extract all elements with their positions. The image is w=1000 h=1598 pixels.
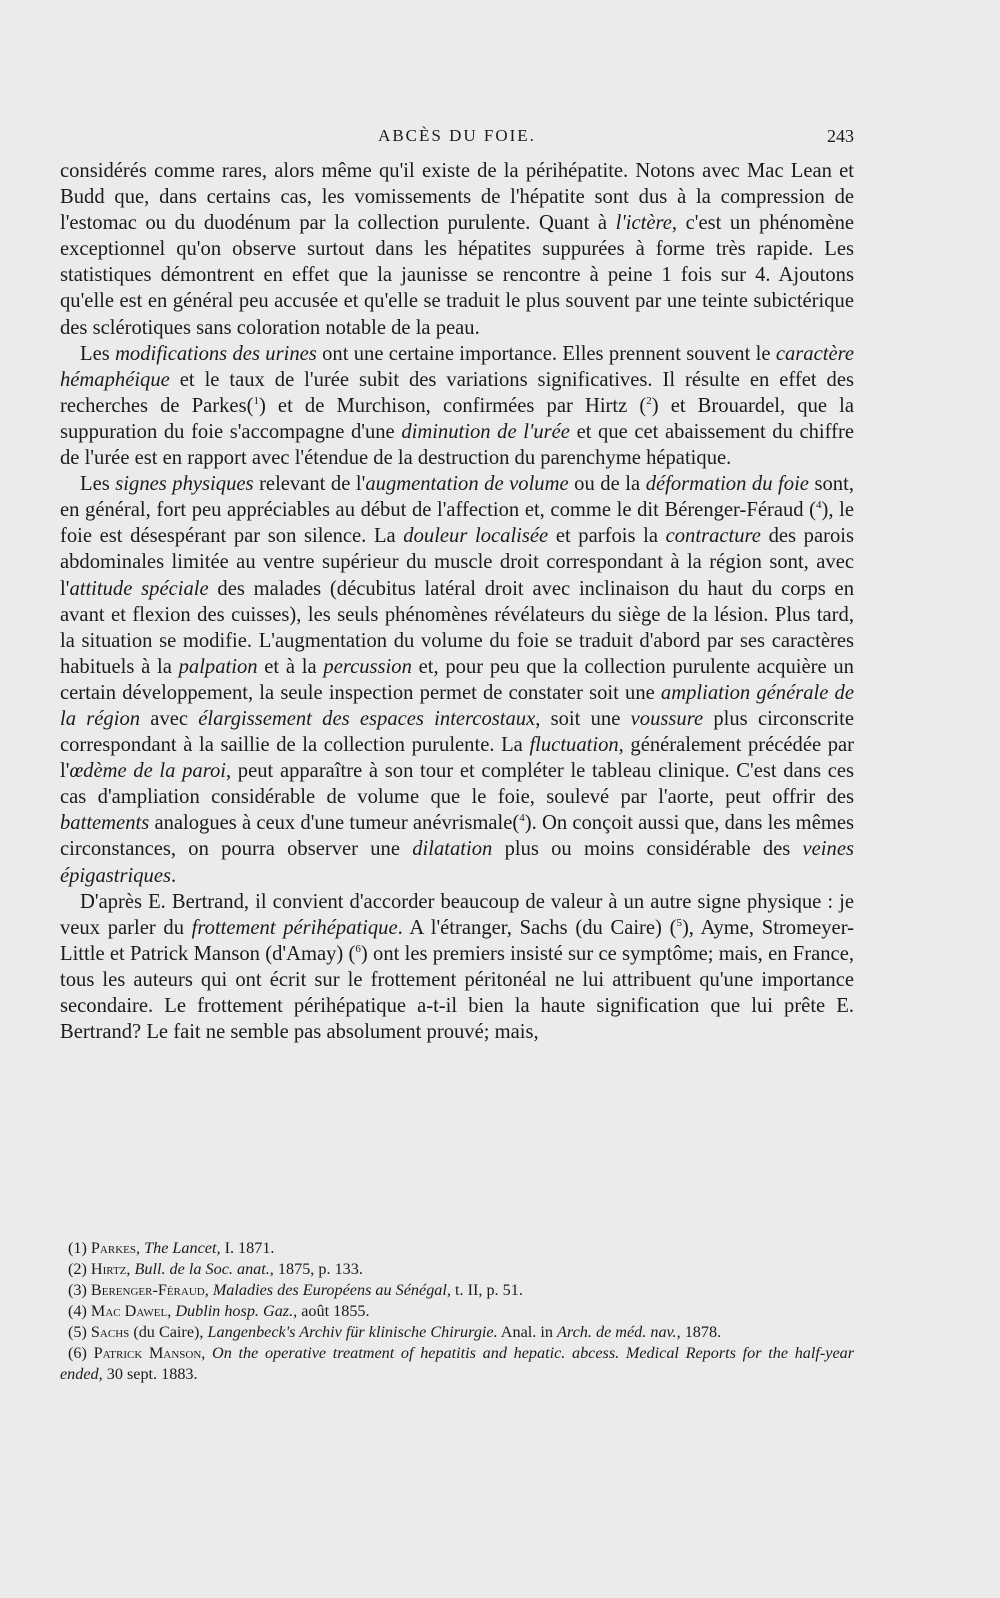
page-number: 243	[827, 126, 854, 146]
italic-term: attitude spéciale	[69, 577, 209, 600]
footnote-number: (5)	[68, 1323, 87, 1341]
text-run: ) ont les premiers insisté sur ce symptôme; mais, en France, tous les auteurs qui ont écrit sur le frottement péritonéal ne lui attribuent qu'une importance secondaire. Le frottement périhépatique a-t-il bien la haute signification que lui prête E. Bertrand? Le fait ne semble pas absolument prouvé; mais,	[60, 942, 854, 1044]
italic-term: élargissement des espaces intercostaux	[198, 707, 536, 730]
text-run: , c'est un phénomène exceptionnel qu'on observe surtout dans les hépatites suppurées à forme très rapide. Les statistiques démontrent en effet que la jaunisse se rencontre à peine 1 fois sur 4. Ajoutons qu'elle est en général peu accusée et qu'elle se traduit le plus souvent par une teinte subictérique des sclérotiques sans coloration notable de la peau.	[60, 212, 855, 339]
italic-term: percussion	[323, 655, 412, 678]
italic-term: signes physiques	[115, 473, 254, 496]
footnote-journal: Arch. de méd. nav.,	[557, 1323, 681, 1341]
footnote-ref: 1	[253, 394, 259, 407]
italic-term: ampliation générale de la région	[60, 681, 854, 730]
footnote-ref: 6	[355, 942, 361, 955]
italic-term: palpation	[178, 655, 258, 678]
page-header	[60, 126, 854, 152]
footnote-author: Hirtz,	[90, 1260, 131, 1278]
text-run: et parfois la	[548, 525, 666, 548]
footnote	[60, 1238, 854, 1259]
text-run: des malades (décubitus latéral droit avec inclinaison du haut du corps en avant et flexion des cuisses), les seuls phénomènes révélateurs du siège de la lésion. Plus tard, la situation se modifie. L'augmentation du volume du foie se traduit d'abord par ses caractères habituels à la	[60, 577, 854, 678]
main-text	[60, 158, 854, 1045]
footnote-detail: t. II, p. 51.	[450, 1281, 523, 1299]
italic-term: frottement périhépatique	[191, 916, 398, 939]
text-run: considérés comme rares, alors même qu'il existe de la périhépatite. Notons avec Mac Lean et Budd que, dans certains cas, les vomissements de l'hépatite sont dus à la compression de l'estomac ou du duodénum par la collection purulente. Quant à	[60, 160, 854, 235]
text-run: sont, en général, fort peu appréciables au début de l'affection et, comme le dit Bérenger-Féraud (	[60, 473, 854, 522]
text-run: analogues à ceux d'une tumeur anévrismale(	[149, 812, 520, 835]
footnote	[60, 1280, 854, 1301]
footnote	[60, 1343, 854, 1385]
footnote-title: Maladies des Européens au Sénégal,	[212, 1281, 451, 1299]
italic-term: fluctuation	[529, 734, 619, 757]
italic-term: contracture	[665, 525, 761, 548]
text-run: , généralement précédée par l'	[60, 734, 854, 783]
text-run: plus ou moins considérable des	[492, 838, 803, 861]
text-run: . A l'étranger, Sachs (du Caire) (	[397, 916, 677, 939]
footnotes	[60, 1238, 854, 1385]
italic-term: augmentation de volume	[365, 473, 569, 496]
footnote-number: (2)	[68, 1260, 87, 1278]
italic-term: déformation du foie	[645, 473, 809, 496]
italic-term: modifications des urines	[115, 342, 317, 365]
footnote-detail: 1875, p. 133.	[273, 1260, 363, 1278]
footnote-number: (4)	[68, 1302, 87, 1320]
footnote-title: Langenbeck's Archiv für klinische Chirurgie.	[207, 1323, 498, 1341]
footnote-ref: 5	[676, 916, 682, 929]
footnote-title: Bull. de la Soc. anat.,	[134, 1260, 274, 1278]
footnote-author: Parkes,	[90, 1239, 141, 1257]
footnote-author: Berenger-Féraud,	[90, 1281, 209, 1299]
footnote-number: (1)	[68, 1239, 87, 1257]
footnote-detail: Anal. in	[497, 1323, 558, 1341]
footnote-title: The Lancet,	[144, 1239, 221, 1257]
footnote-detail: (du Caire),	[129, 1323, 208, 1341]
text-run: ont une certaine importance. Elles prennent souvent le	[316, 342, 776, 365]
italic-term: douleur localisée	[403, 525, 549, 548]
footnote	[60, 1301, 854, 1322]
text-run: , soit une	[535, 707, 631, 730]
text-run: Les	[80, 342, 116, 365]
text-run: ou de la	[568, 473, 646, 496]
footnote	[60, 1259, 854, 1280]
italic-term: diminution de l'urée	[401, 420, 570, 443]
paragraph-3	[60, 471, 854, 889]
footnote-title: On the operative treatment of hepatitis and hepatic. abcess. Medical Reports for the half-year ended,	[60, 1344, 855, 1383]
footnote-title: Dublin hosp. Gaz.,	[175, 1302, 298, 1320]
paragraph-4	[60, 889, 854, 1046]
footnote-author: Sachs	[90, 1323, 130, 1341]
footnote	[60, 1322, 854, 1343]
footnote-detail: I. 1871.	[220, 1239, 275, 1257]
paragraph-2	[60, 341, 854, 471]
footnote-detail: 30 sept. 1883.	[102, 1365, 198, 1383]
text-run: ) et Brouardel, que la suppuration du foie s'accompagne d'une	[60, 394, 854, 443]
italic-term: dilatation	[412, 838, 493, 861]
italic-term: battements	[60, 812, 150, 835]
text-run: .	[170, 864, 177, 887]
text-run: et que cet abaissement du chiffre de l'urée est en rapport avec l'étendue de la destruction du parenchyme hépatique.	[60, 420, 854, 470]
text-run: , peut apparaître à son tour et compléter le tableau clinique. C'est dans ces cas d'ampliation considérable de volume que le foie, soulevé par l'aorte, peut offrir des	[60, 760, 855, 809]
text-run: et à la	[257, 655, 324, 678]
italic-term: œdème de la paroi	[69, 760, 226, 783]
footnote-number: (3)	[68, 1281, 87, 1299]
footnote-ref: 4	[816, 499, 822, 512]
text-run: des parois abdominales limitée au ventre supérieur du muscle droit correspondant à la région sont, avec l'	[60, 525, 854, 600]
text-run: ), Ayme, Stromeyer-Little et Patrick Manson (d'Amay) (	[60, 916, 854, 965]
running-title: ABCÈS DU FOIE.	[378, 126, 536, 145]
footnote-detail: 1878.	[680, 1323, 722, 1341]
footnote-author: Mac Dawel,	[90, 1302, 172, 1320]
text-run: Les	[80, 473, 116, 496]
paragraph-1	[60, 158, 854, 341]
text-run: et, pour peu que la collection purulente acquière un certain développement, la seule inspection permet de constater soit une	[60, 655, 854, 704]
footnote-author: Patrick Manson,	[93, 1344, 206, 1362]
text-run: plus circonscrite correspondant à la saillie de la collection purulente. La	[60, 707, 854, 757]
italic-term: caractère hémaphéique	[60, 342, 854, 391]
italic-term: voussure	[630, 707, 704, 730]
footnote-number: (6)	[68, 1344, 87, 1362]
footnote-ref: 4	[519, 812, 525, 825]
footnote-detail: août 1855.	[297, 1302, 370, 1320]
footnote-ref: 2	[646, 394, 652, 407]
text-run: et le taux de l'urée subit des variations significatives. Il résulte en effet des recherches de Parkes(	[60, 368, 854, 417]
text-run: D'après E. Bertrand, il convient d'accorder beaucoup de valeur à un autre signe physique : je veux parler du	[60, 890, 854, 939]
text-run: avec	[140, 707, 199, 730]
text-run: ), le foie est désespérant par son silence. La	[60, 499, 854, 548]
text-run: ). On conçoit aussi que, dans les mêmes circonstances, on pourra observer une	[60, 812, 855, 861]
italic-term: l'ictère	[615, 212, 672, 235]
text-run: ) et de Murchison, confirmées par Hirtz (	[258, 394, 647, 417]
italic-term: veines épigastriques	[60, 838, 854, 887]
text-run: relevant de l'	[253, 473, 366, 496]
